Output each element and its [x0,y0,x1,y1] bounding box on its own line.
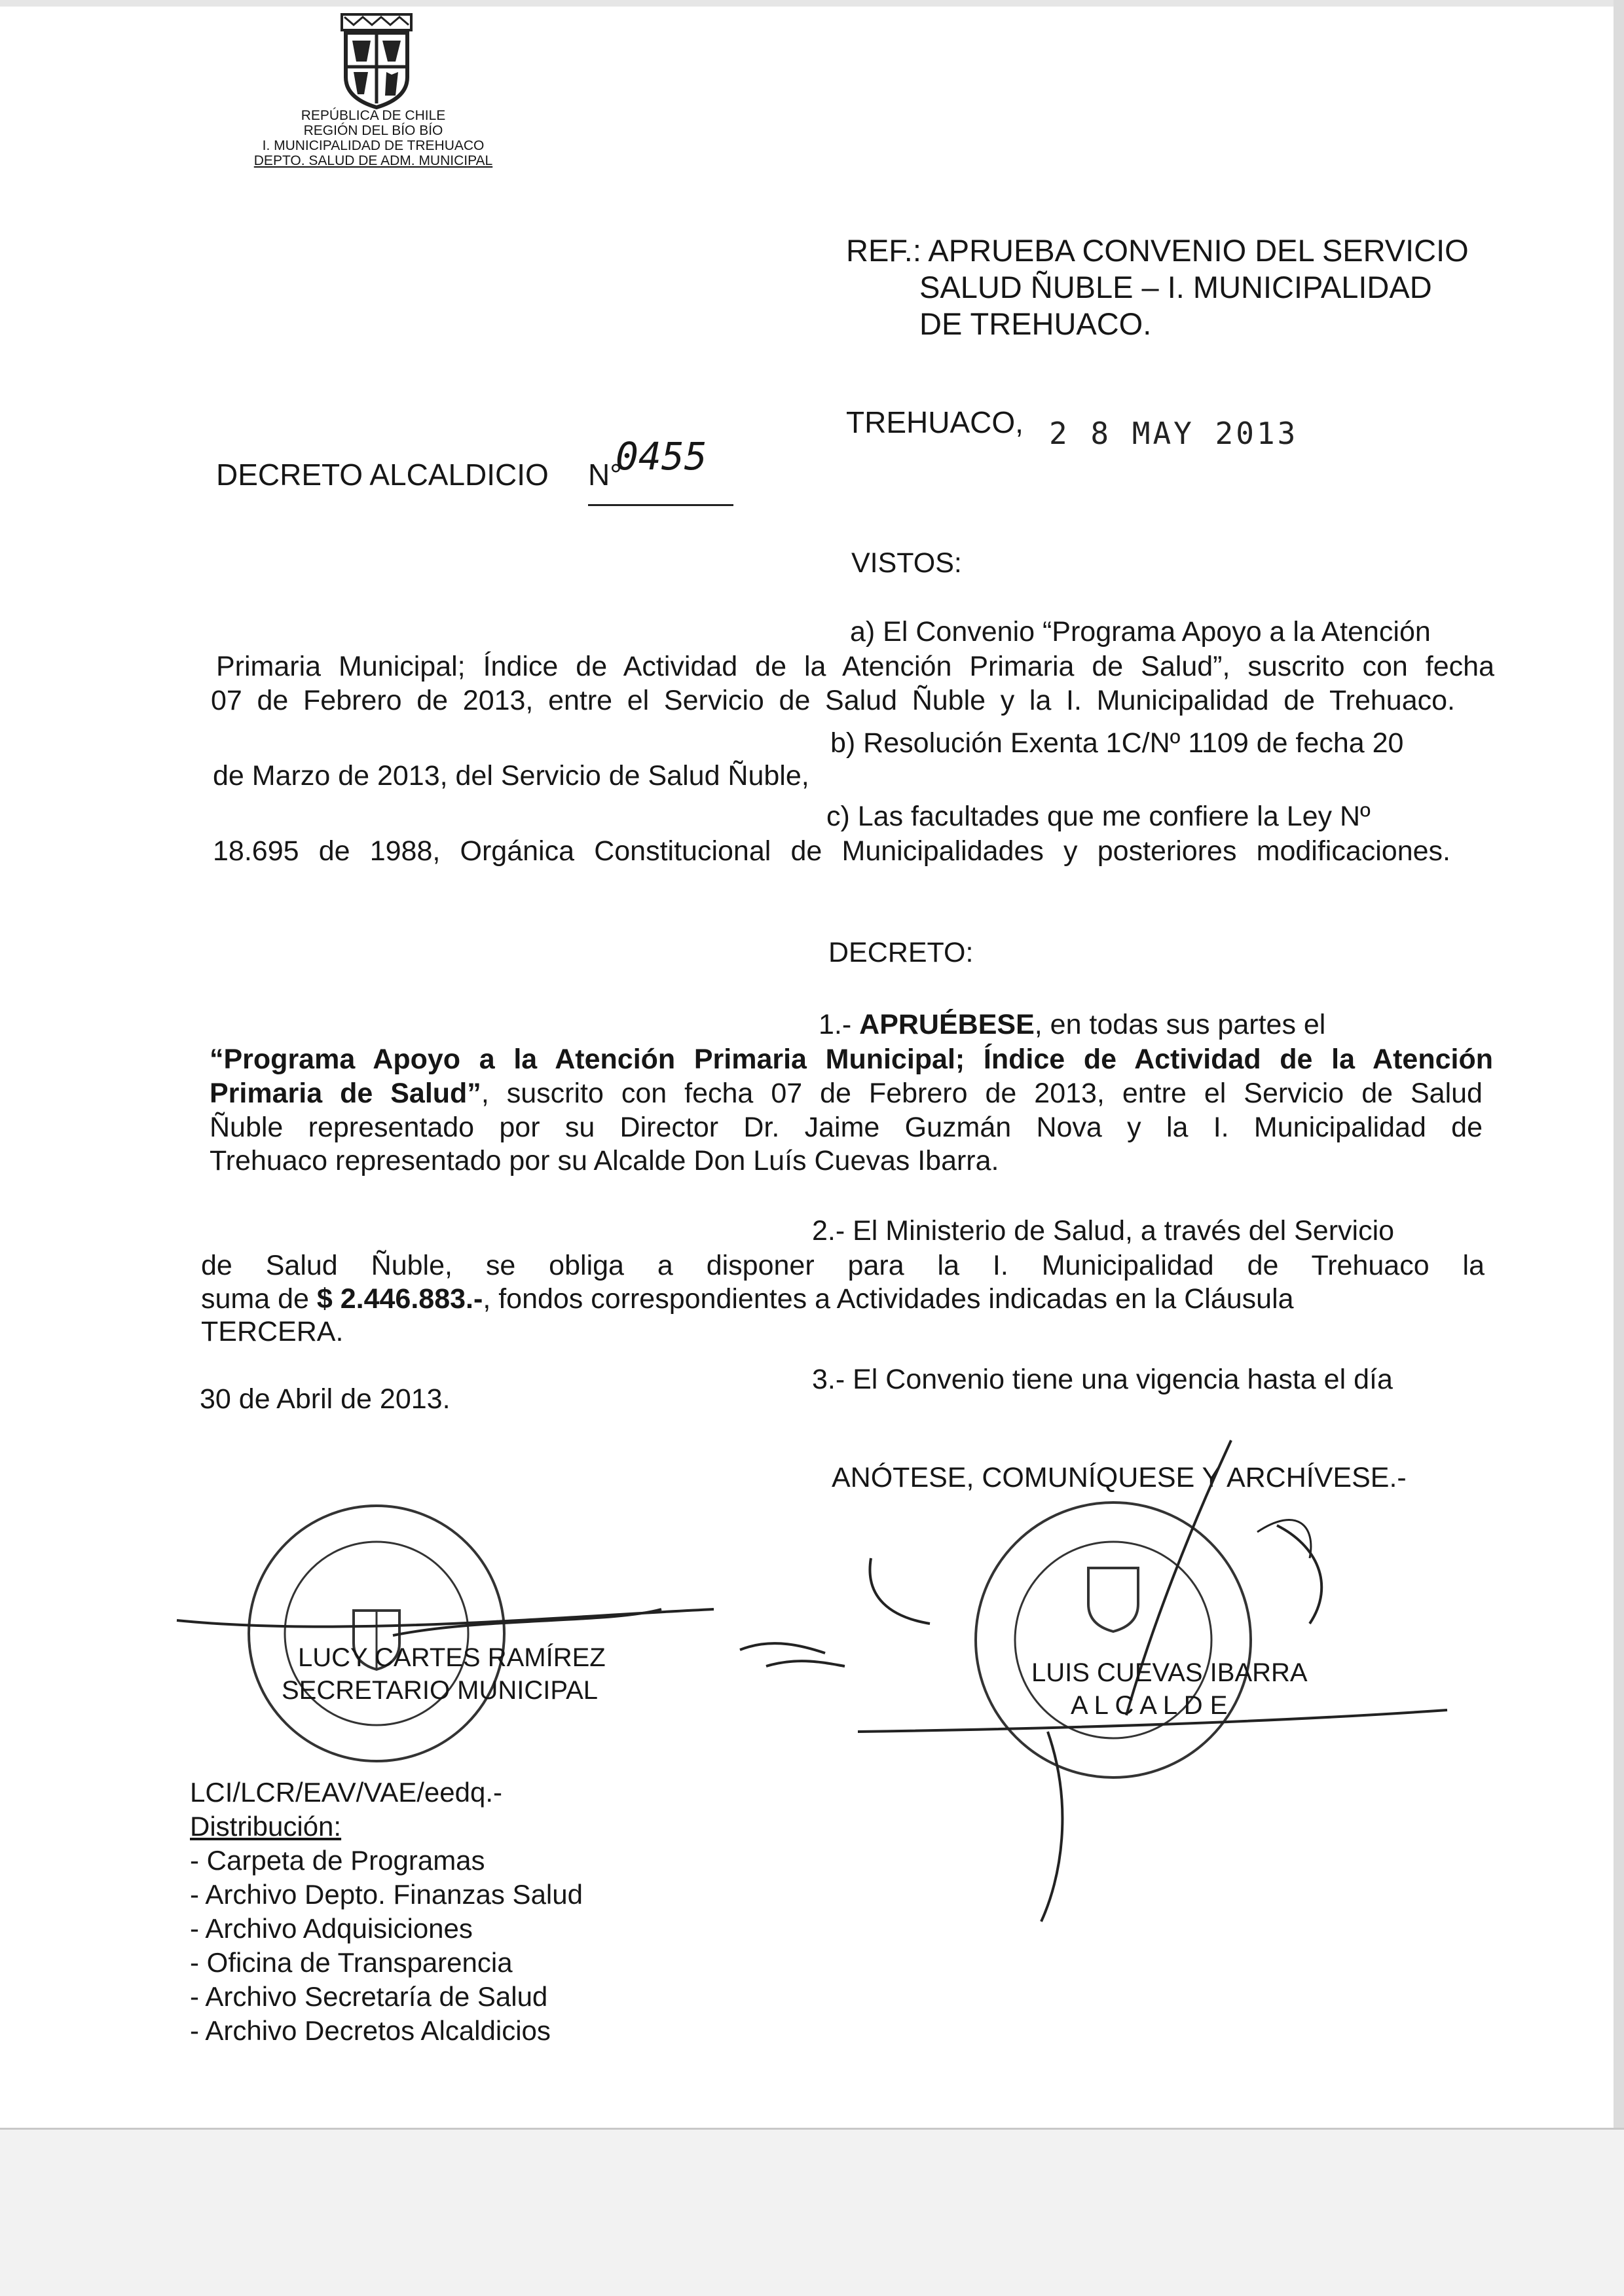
stamp-right-icon [976,1503,1251,1777]
decree-number-handwritten: 0455 [616,434,707,479]
vistos-heading: VISTOS: [851,547,962,579]
distribution-initials: LCI/LCR/EAV/VAE/eedq.- [190,1777,502,1808]
decreto-heading: DECRETO: [828,937,974,968]
item1-line-1-rest: , en todas sus partes el [1034,1009,1326,1040]
item1-number: 1.- [819,1009,852,1040]
distribution-item: - Archivo Depto. Finanzas Salud [190,1879,583,1910]
ref-line-3: DE TREHUACO. [919,306,1152,341]
scan-edge-bottom [0,2128,1624,2296]
item2-line-3-rest: , fondos correspondientes a Actividades indicadas en la Cláusula [483,1283,1294,1315]
letterhead-municipality: I. MUNICIPALIDAD DE TREHUACO [262,138,485,153]
vistos-a-line-3: 07 de Febrero de 2013, entre el Servicio de Salud Ñuble y la I. Municipalidad de Trehuaco. [211,685,1455,716]
item2-amount: $ 2.446.883.- [316,1283,483,1315]
letterhead-department: DEPTO. SALUD DE ADM. MUNICIPAL [253,153,493,168]
distribution-item: - Archivo Decretos Alcaldicios [190,2015,551,2046]
municipal-crest-icon [327,12,426,110]
item1-line-2: “Programa Apoyo a la Atención Primaria Municipal; Índice de Actividad de la Atención [210,1044,1493,1075]
item1-line-3-bold: Primaria de Salud” [210,1078,481,1109]
ref-line-1: REF.: APRUEBA CONVENIO DEL SERVICIO [846,233,1469,268]
vistos-b-line-2: de Marzo de 2013, del Servicio de Salud Ñuble, [213,760,809,792]
distribution-item: - Archivo Secretaría de Salud [190,1981,548,2012]
mayor-name: LUIS CUEVAS IBARRA [1031,1658,1308,1687]
item1-line-5: Trehuaco representado por su Alcalde Don Luís Cuevas Ibarra. [210,1145,999,1176]
item2-line-3 [201,1283,1294,1315]
item2-line-1: 2.- El Ministerio de Salud, a través del Servicio [812,1215,1395,1247]
scan-edge-right [1614,0,1624,2294]
letterhead-region: REGIÓN DEL BÍO BÍO [303,123,443,138]
secretary-title: SECRETARIO MUNICIPAL [282,1676,599,1705]
item2-line-2: de Salud Ñuble, se obliga a disponer para la I. Municipalidad de Trehuaco la [201,1250,1485,1281]
item1-line-1 [819,1008,1325,1041]
item1-line-3-rest: , suscrito con fecha 07 de Febrero de 2013, entre el Servicio de Salud [481,1078,1483,1109]
item3-line-2: 30 de Abril de 2013. [200,1383,451,1415]
distribution-block [190,1776,583,2048]
vistos-c-line-1: c) Las facultades que me confiere la Ley Nº [826,801,1371,832]
item1-line-3 [210,1076,1483,1110]
distribution-item: - Archivo Adquisiciones [190,1913,473,1944]
distribution-item: - Oficina de Transparencia [190,1947,513,1978]
item2-suma: suma de [201,1283,317,1315]
item2-line-4: TERCERA. [201,1316,344,1347]
item1-verb: APRUÉBESE [859,1009,1035,1040]
distribution-heading: Distribución: [190,1811,342,1842]
place: TREHUACO, [846,405,1024,439]
vistos-b-line-1: b) Resolución Exenta 1C/Nº 1109 de fecha 20 [830,727,1404,759]
closing-text: ANÓTESE, COMUNÍQUESE Y ARCHÍVESE.- [832,1462,1407,1493]
vistos-c-line-2: 18.695 de 1988, Orgánica Constitucional de Municipalidades y posteriores modificaciones. [213,835,1450,867]
secretary-name: LUCY CARTES RAMÍREZ [298,1643,606,1672]
reference-block [846,232,1469,342]
stamp-left-icon [249,1506,504,1761]
decree-label: DECRETO ALCALDICIO [216,458,549,492]
scan-edge-top [0,0,1624,7]
ref-line-2: SALUD ÑUBLE – I. MUNICIPALIDAD [919,270,1432,304]
vistos-a-line-1: a) El Convenio “Programa Apoyo a la Atención [850,616,1431,647]
date-stamp: 2 8 MAY 2013 [1049,416,1299,451]
vistos-a-line-2: Primaria Municipal; Índice de Actividad de la Atención Primaria de Salud”, suscrito con fecha [216,651,1494,682]
letterhead [223,108,524,168]
decree-number-underline [588,504,733,506]
item1-line-4: Ñuble representado por su Director Dr. Jaime Guzmán Nova y la I. Municipalidad de [210,1112,1483,1143]
letterhead-country: REPÚBLICA DE CHILE [301,108,446,123]
decree-number-prefix: N° [588,458,622,492]
distribution-item: - Carpeta de Programas [190,1845,485,1876]
item3-line-1: 3.- El Convenio tiene una vigencia hasta el día [812,1364,1393,1395]
mayor-title: A L C A L D E [1071,1691,1228,1720]
